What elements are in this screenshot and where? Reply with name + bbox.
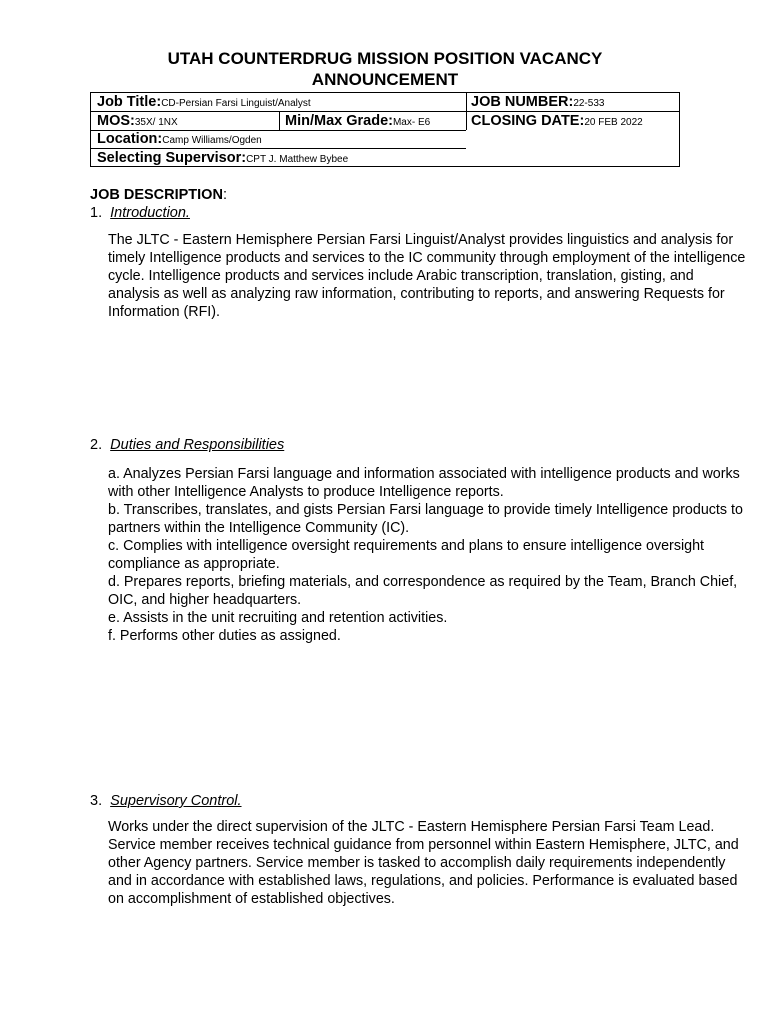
grade-label: Min/Max Grade: xyxy=(285,113,393,129)
position-info-table xyxy=(90,92,680,167)
duty-item: d. Prepares reports, briefing materials, and correspondence as required by the Team, Branch Chief, OIC, and higher headquarters. xyxy=(108,574,738,608)
section-heading-duties xyxy=(90,436,284,454)
table-column-divider xyxy=(466,93,467,130)
section-number: 2. xyxy=(90,437,103,453)
document-title-line2: ANNOUNCEMENT xyxy=(311,70,459,89)
job-number-value: 22-533 xyxy=(573,98,605,109)
duty-item: a. Analyzes Persian Farsi language and information associated with intelligence products and works with other Intelligence Analysts to produce Intelligence reports. xyxy=(108,466,740,500)
duty-item: e. Assists in the unit recruiting and retention activities. xyxy=(108,610,448,626)
job-number-field xyxy=(471,93,604,113)
duties-list xyxy=(108,465,748,645)
job-description-heading-colon: : xyxy=(222,187,227,203)
introduction-paragraph: The JLTC - Eastern Hemisphere Persian Farsi Linguist/Analyst provides linguistics and analysis for timely Intelligence products and services to the IC community through employment of the intelligence cycle. Intelligence products and services include Arabic transcription, translation, gisting, and analysis as well as analyzing raw information, contributing to reports, and answering Requests for Information (RFI). xyxy=(108,232,746,320)
location-label: Location: xyxy=(97,131,163,147)
job-title-label: Job Title: xyxy=(97,94,162,110)
section-number: 1. xyxy=(90,205,103,221)
closing-date-label: CLOSING DATE: xyxy=(471,113,585,129)
supervisor-label: Selecting Supervisor: xyxy=(97,150,247,166)
document-title: UTAH COUNTERDRUG MISSION POSITION VACANCY xyxy=(167,49,603,68)
job-number-label: JOB NUMBER: xyxy=(471,94,574,110)
mos-value: 35X/ 1NX xyxy=(134,117,178,128)
section-title: Supervisory Control. xyxy=(110,793,242,809)
duty-item: f. Performs other duties as assigned. xyxy=(108,628,341,644)
closing-date-value: 20 FEB 2022 xyxy=(584,117,643,128)
supervisory-control-paragraph: Works under the direct supervision of the JLTC - Eastern Hemisphere Persian Farsi Team Lead. Service member receives technical guidance from personnel within Eastern Hemisphere, JLTC, and other Agency partners. Service member is tasked to accomplish daily requirements independently and in accordance with established laws, regulations, and policies. Performance is evaluated based on accomplishment of established objectives. xyxy=(108,819,739,907)
mos-field xyxy=(97,112,178,132)
section-number: 3. xyxy=(90,793,103,809)
table-column-divider xyxy=(279,111,280,130)
duty-item: b. Transcribes, translates, and gists Persian Farsi language to provide timely Intelligence products to partners within the Intelligence Community (IC). xyxy=(108,502,743,536)
job-description-heading xyxy=(90,186,227,204)
closing-date-field xyxy=(471,112,643,132)
job-title-value: CD-Persian Farsi Linguist/Analyst xyxy=(161,98,311,109)
supervisor-value: CPT J. Matthew Bybee xyxy=(246,154,349,165)
section-heading-supervisory-control xyxy=(90,792,242,810)
location-field xyxy=(97,130,262,150)
section-heading-introduction xyxy=(90,204,190,222)
location-value: Camp Williams/Ogden xyxy=(162,135,262,146)
job-description-heading-text: JOB DESCRIPTION xyxy=(90,187,223,203)
section-title: Duties and Responsibilities xyxy=(110,437,285,453)
section-title: Introduction. xyxy=(110,205,190,221)
supervisor-field xyxy=(97,149,348,169)
grade-field xyxy=(285,112,430,132)
job-title-field xyxy=(97,93,311,113)
grade-value: Max- E6 xyxy=(392,117,431,128)
mos-label: MOS: xyxy=(97,113,135,129)
duty-item: c. Complies with intelligence oversight requirements and plans to ensure intelligence oversight compliance as appropriate. xyxy=(108,538,705,572)
